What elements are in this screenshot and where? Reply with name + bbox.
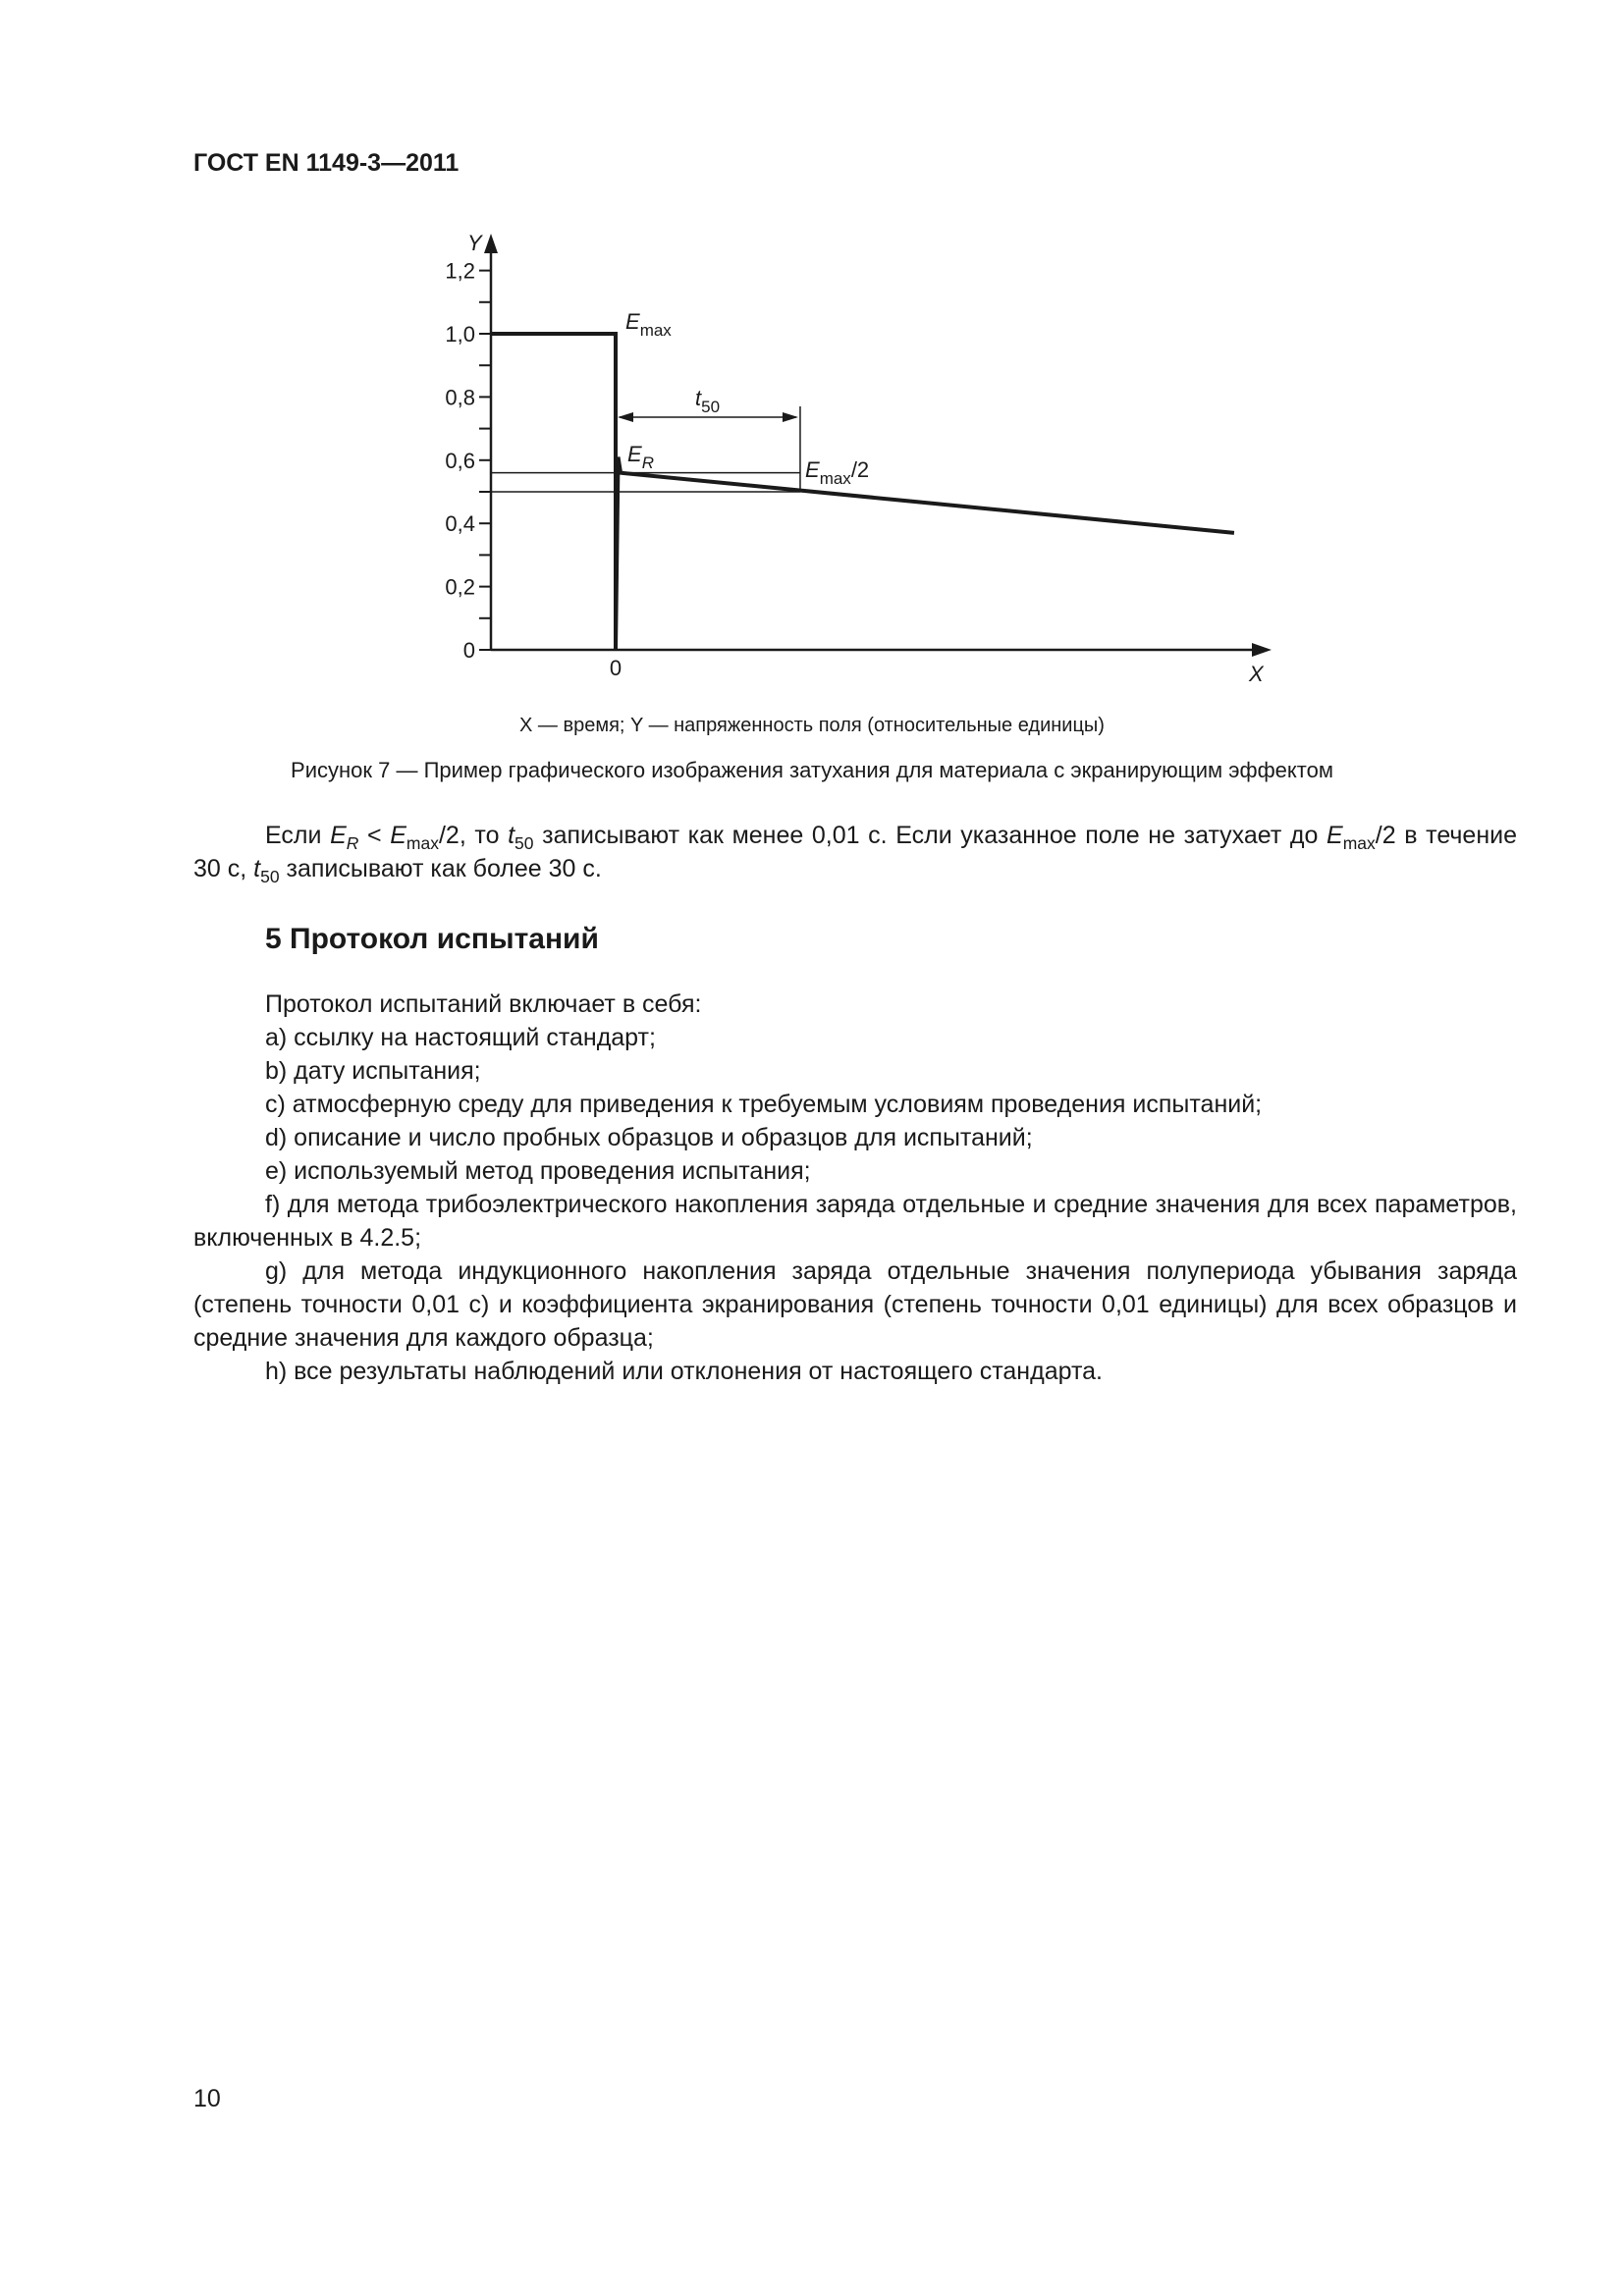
y-axis-label: Y (467, 231, 482, 255)
y-tick-label: 0,6 (445, 448, 475, 473)
note-paragraph: Если $E_R < E_{max}/2$, то $t_{50}$ записывают как менее 0,01 с. Если указанное поле не затухает до $E_{max}/2$ в течение 30 с, $t_{50}$ записывают как более 30 с. (193, 822, 1518, 886)
list-item: d) описание и число пробных образцов и образцов для испытаний; (265, 1124, 1033, 1151)
section-intro: Протокол испытаний включает в себя: (265, 990, 702, 1018)
label-er: $E_R$ (627, 442, 654, 472)
y-axis-arrow (484, 234, 498, 253)
label-emax: $E_{max}$ (625, 309, 672, 340)
arrow-left (618, 412, 633, 422)
y-tick-label: 0,4 (445, 511, 475, 537)
section-heading: 5 Протокол испытаний (265, 923, 599, 955)
list-item: g) для метода индукционного накопления заряда отдельные значения полупериода убывания заряда (степень точности 0,01 с) и коэффициента экранирования (степень точности 0,01 единицы) для всех образцов и средние значения для каждого образца; (193, 1257, 1517, 1352)
x-axis-arrow (1252, 643, 1272, 657)
y-tick-label: 0,8 (445, 385, 475, 410)
x-axis-label: X (1249, 662, 1264, 686)
y-tick-label: 1,2 (445, 258, 475, 284)
y-tick-label: 0,2 (445, 574, 475, 600)
x-tick-label: 0 (609, 656, 623, 680)
label-emax-half: $E_{max}/2$ (805, 457, 870, 488)
label-t50: $t_{50}$ (695, 386, 721, 416)
section-body (193, 988, 1517, 1388)
list-item: b) дату испытания; (265, 1057, 481, 1085)
figure-caption: Рисунок 7 — Пример графического изображения затухания для материала с экранирующим эффектом (291, 758, 1333, 782)
list-item: e) используемый метод проведения испытания; (265, 1157, 811, 1185)
arrow-right (783, 412, 798, 422)
y-tick-label: 0 (462, 638, 475, 663)
list-item: f) для метода трибоэлектрического накопления заряда отдельные и средние значения для всех параметров, включенных в 4.2.5; (193, 1191, 1517, 1252)
page-number: 10 (193, 2085, 221, 2112)
chart-legend: X — время; Y — напряженность поля (относительные единицы) (519, 715, 1105, 736)
list-item: a) ссылку на настоящий стандарт; (265, 1024, 656, 1051)
y-tick-label: 1,0 (445, 322, 475, 347)
list-item: h) все результаты наблюдений или отклонения от настоящего стандарта. (265, 1358, 1103, 1385)
list-item: c) атмосферную среду для приведения к требуемым условиям проведения испытаний; (265, 1091, 1263, 1118)
document-header: ГОСТ EN 1149-3—2011 (193, 149, 460, 177)
decay-chart (0, 0, 1624, 707)
